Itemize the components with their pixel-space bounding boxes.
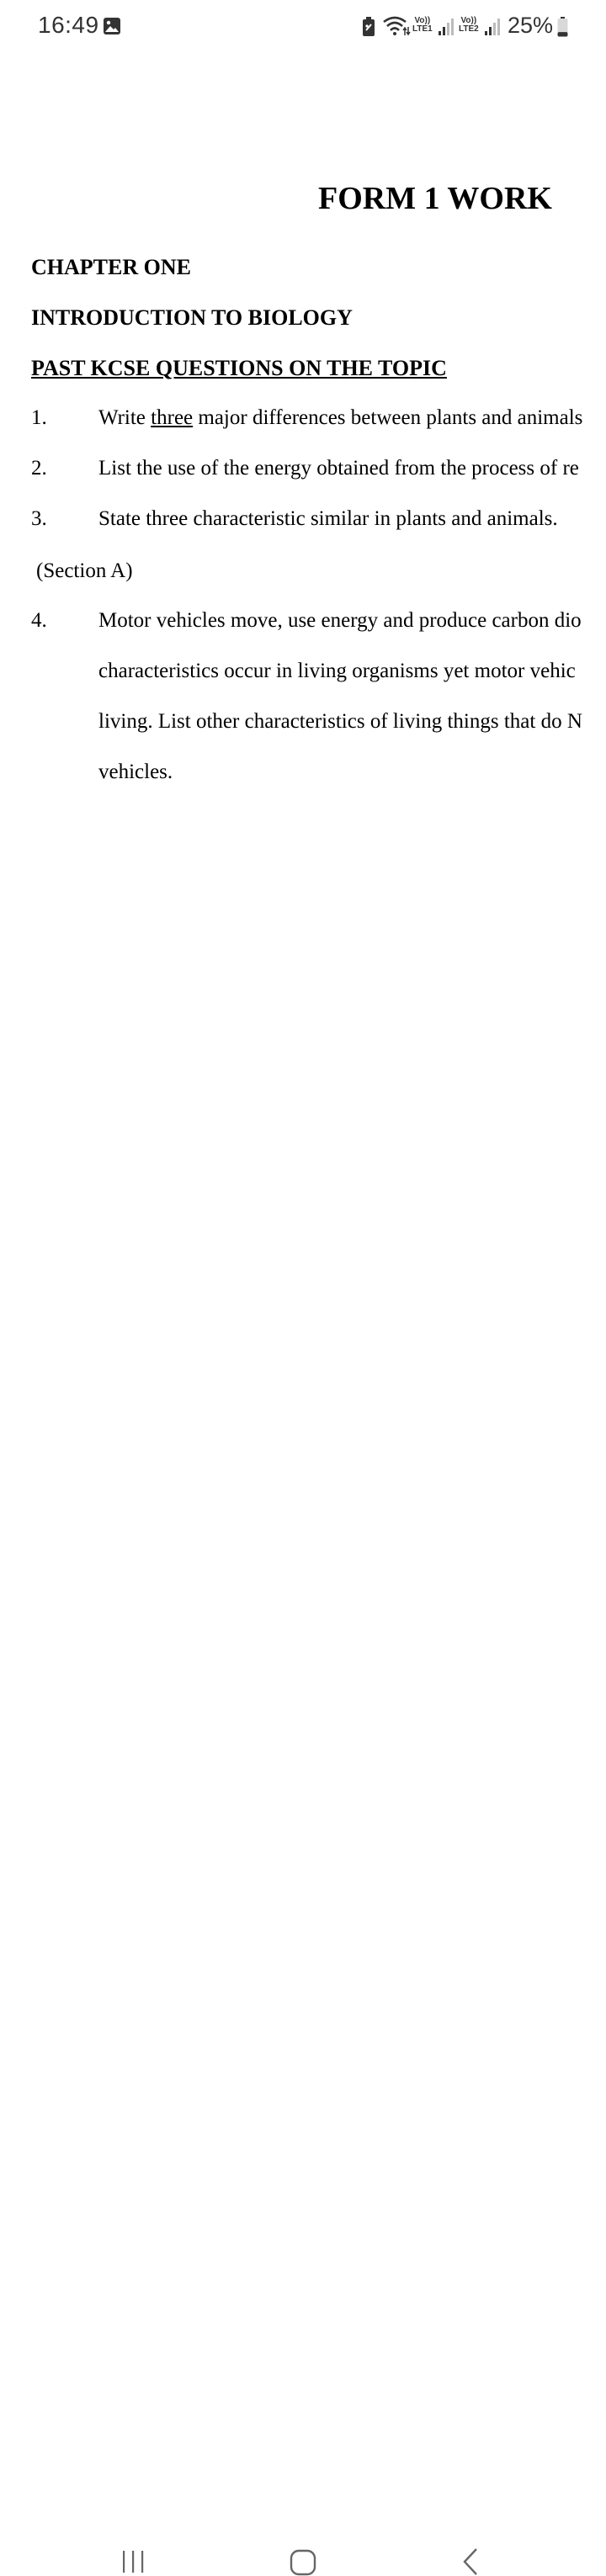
question-4-line: living. List other characteristics of living things that do N xyxy=(98,710,582,733)
network-2-voice: Vo)) xyxy=(460,16,477,25)
network-1-voice: Vo)) xyxy=(414,16,431,25)
question-1-text-after: major differences between plants and animals xyxy=(193,406,583,429)
navigation-bar xyxy=(0,1254,606,1346)
recents-icon[interactable] xyxy=(120,2549,146,2574)
question-4-line: vehicles. xyxy=(98,761,173,783)
question-1-text xyxy=(98,406,582,430)
question-4-line: characteristics occur in living organisms yet motor vehic xyxy=(98,660,576,682)
status-time: 16:49 xyxy=(38,12,99,38)
question-1-number: 1. xyxy=(31,406,47,429)
page-title: FORM 1 WORK xyxy=(318,181,552,216)
question-1-underlined: three xyxy=(151,406,194,429)
home-icon[interactable] xyxy=(290,2549,316,2576)
question-3-text: State three characteristic similar in plants and animals. xyxy=(98,507,558,530)
section-note: (Section A) xyxy=(36,559,133,582)
question-2-text: List the use of the energy obtained from the process of re xyxy=(98,457,579,480)
question-3-number: 3. xyxy=(31,507,47,530)
network-1-type: LTE1 xyxy=(412,24,433,34)
back-icon[interactable] xyxy=(461,2547,480,2576)
document-page[interactable] xyxy=(0,0,606,1228)
question-4-line: Motor vehicles move, use energy and produce carbon dio xyxy=(98,609,582,632)
battery-percent: 25% xyxy=(508,13,554,38)
question-1-text-before: Write xyxy=(98,406,152,429)
past-questions-heading: PAST KCSE QUESTIONS ON THE TOPIC xyxy=(31,356,447,380)
question-4-number: 4. xyxy=(31,609,47,632)
question-2-number: 2. xyxy=(31,457,47,480)
chapter-heading: CHAPTER ONE xyxy=(31,255,191,279)
network-2-type: LTE2 xyxy=(459,24,479,34)
topic-heading: INTRODUCTION TO BIOLOGY xyxy=(31,305,353,330)
